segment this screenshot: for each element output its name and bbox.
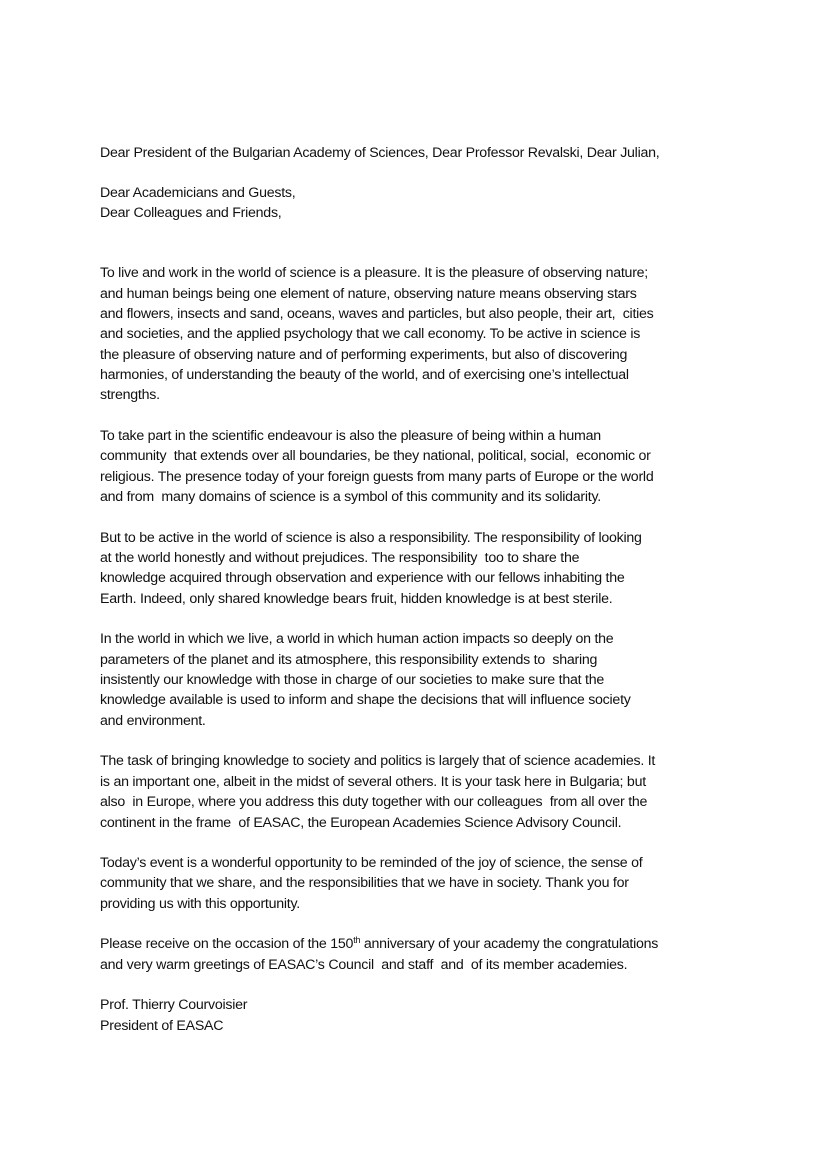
paragraph-line: Earth. Indeed, only shared knowledge bears fruit, hidden knowledge is at best sterile. [100, 591, 613, 607]
paragraph-line: religious. The presence today of your foreign guests from many parts of Europe or the world [100, 469, 654, 485]
paragraph-line: and flowers, insects and sand, oceans, waves and particles, but also people, their art, cities [100, 306, 654, 322]
paragraph-line: and from many domains of science is a symbol of this community and its solidarity. [100, 489, 601, 505]
paragraph-line: is an important one, albeit in the midst of several others. It is your task here in Bulgaria; but [100, 774, 646, 790]
paragraph-line: harmonies, of understanding the beauty of the world, and of exercising one’s intellectual [100, 367, 629, 383]
salutation-line-1: Dear President of the Bulgarian Academy of Sciences, Dear Professor Revalski, Dear Julian, [100, 145, 660, 161]
closing-line-2: and very warm greetings of EASAC’s Council and staff and of its member academies. [100, 957, 628, 973]
paragraph-line: community that we share, and the responsibilities that we have in society. Thank you for [100, 875, 629, 891]
paragraph-line: But to be active in the world of science is also a responsibility. The responsibility of looking [100, 530, 642, 546]
paragraph-line: Today’s event is a wonderful opportunity to be reminded of the joy of science, the sense of [100, 855, 643, 871]
paragraph-line: In the world in which we live, a world in which human action impacts so deeply on the [100, 631, 614, 647]
paragraph-line: To live and work in the world of science is a pleasure. It is the pleasure of observing nature; [100, 265, 648, 281]
paragraph-line: and societies, and the applied psychology that we call economy. To be active in science is [100, 326, 641, 342]
paragraph-line: continent in the frame of EASAC, the European Academies Science Advisory Council. [100, 815, 622, 831]
paragraph-line: The task of bringing knowledge to society and politics is largely that of science academies. It [100, 753, 656, 769]
ordinal-suffix: th [353, 935, 361, 945]
paragraph-line: the pleasure of observing nature and of performing experiments, but also of discovering [100, 347, 628, 363]
paragraph-line: parameters of the planet and its atmosphere, this responsibility extends to sharing [100, 652, 598, 668]
paragraph-line: knowledge acquired through observation and experience with our fellows inhabiting the [100, 570, 625, 586]
salutation-line-2: Dear Academicians and Guests, [100, 185, 296, 201]
paragraph-line: at the world honestly and without prejudices. The responsibility too to share the [100, 550, 580, 566]
paragraph-line: insistently our knowledge with those in charge of our societies to make sure that the [100, 672, 604, 688]
paragraph-line: and human beings being one element of nature, observing nature means observing stars [100, 286, 637, 302]
paragraph-line: providing us with this opportunity. [100, 896, 300, 912]
salutation-line-3: Dear Colleagues and Friends, [100, 205, 282, 221]
paragraph-line: knowledge available is used to inform and shape the decisions that will influence society [100, 692, 631, 708]
paragraph-line: community that extends over all boundaries, be they national, political, social, economic or [100, 448, 651, 464]
paragraph-line: strengths. [100, 387, 160, 403]
paragraph-line: and environment. [100, 713, 206, 729]
paragraph-line: also in Europe, where you address this duty together with our colleagues from all over the [100, 794, 648, 810]
closing-text-after: anniversary of your academy the congratulations [360, 936, 659, 952]
paragraph-line: To take part in the scientific endeavour is also the pleasure of being within a human [100, 428, 601, 444]
signature-title: President of EASAC [100, 1018, 224, 1034]
signature-name: Prof. Thierry Courvoisier [100, 997, 248, 1013]
closing-text-before: Please receive on the occasion of the 150 [100, 936, 354, 952]
closing-line-1 [100, 934, 658, 954]
